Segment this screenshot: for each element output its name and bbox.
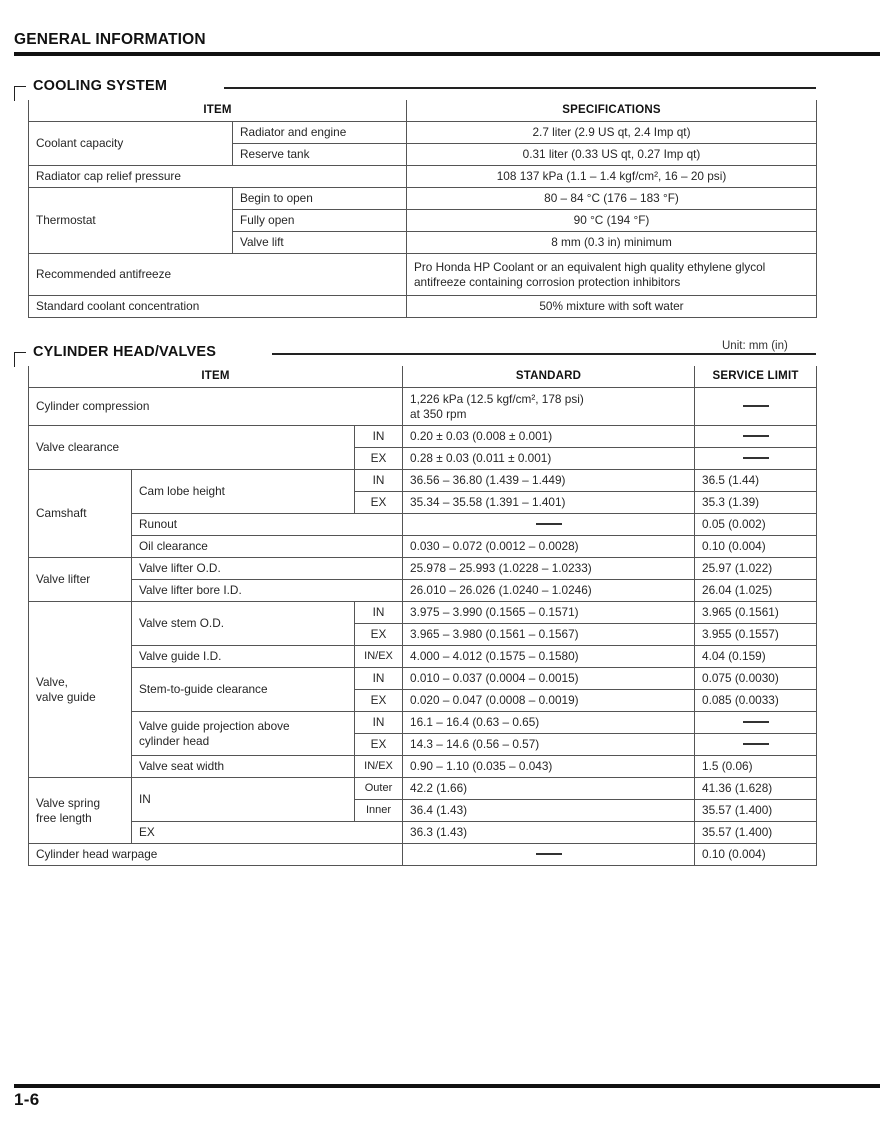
row-label-coolant-capacity: Coolant capacity xyxy=(29,122,233,166)
row-value-camshaft-oil-clearance-service-limit: 0.10 (0.004) xyxy=(695,536,817,558)
cooling-system-rule xyxy=(224,87,816,89)
unit-label: Unit: mm (in) xyxy=(722,340,788,352)
cylinder-head-section-head xyxy=(14,344,816,366)
row-sublabel-valve-clearance-ex: EX xyxy=(355,448,403,470)
row-group-valve-spring-free-length xyxy=(29,778,132,844)
row-value-valve-clearance-ex-service-limit xyxy=(695,448,817,470)
row-value-valve-lifter-bore-id-service-limit: 26.04 (1.025) xyxy=(695,580,817,602)
row-label-cylinder-compression: Cylinder compression xyxy=(29,388,403,426)
row-value-cam-lobe-in-standard: 36.56 – 36.80 (1.439 – 1.449) xyxy=(403,470,695,492)
row-sublabel-valve-lift: Valve lift xyxy=(233,232,407,254)
row-value-thermostat-valve-lift: 8 mm (0.3 in) minimum xyxy=(407,232,817,254)
table-row xyxy=(29,756,817,778)
row-value-coolant-capacity-reserve: 0.31 liter (0.33 US qt, 0.27 Imp qt) xyxy=(407,144,817,166)
row-sublabel-valve-spring-inner: Inner xyxy=(355,800,403,822)
row-value-valve-spring-in-inner-service-limit: 35.57 (1.400) xyxy=(695,800,817,822)
page-number: 1-6 xyxy=(14,1089,40,1109)
row-group-camshaft: Camshaft xyxy=(29,470,132,558)
row-sublabel-valve-stem-od-in: IN xyxy=(355,602,403,624)
row-value-valve-seat-width-service-limit: 1.5 (0.06) xyxy=(695,756,817,778)
row-value-valve-spring-in-inner-standard: 36.4 (1.43) xyxy=(403,800,695,822)
cylinder-head-valves-table xyxy=(28,366,817,866)
valve-spring-group-line1: Valve spring xyxy=(36,795,101,810)
row-label-valve-spring-in: IN xyxy=(132,778,355,822)
table-row xyxy=(29,558,817,580)
section-bracket-icon xyxy=(14,86,26,101)
row-value-valve-stem-od-in-service-limit: 3.965 (0.1561) xyxy=(695,602,817,624)
col-header-specifications: SPECIFICATIONS xyxy=(407,100,817,122)
row-value-cam-lobe-in-service-limit: 36.5 (1.44) xyxy=(695,470,817,492)
page-footer-divider xyxy=(14,1084,880,1088)
cylinder-compression-line2: at 350 rpm xyxy=(410,406,467,421)
row-sublabel-valve-spring-outer: Outer xyxy=(355,778,403,800)
row-sublabel-valve-clearance-in: IN xyxy=(355,426,403,448)
row-value-camshaft-oil-clearance-standard: 0.030 – 0.072 (0.0012 – 0.0028) xyxy=(403,536,695,558)
row-value-valve-lifter-od-service-limit: 25.97 (1.022) xyxy=(695,558,817,580)
row-label-valve-seat-width: Valve seat width xyxy=(132,756,355,778)
cooling-system-section-head xyxy=(14,78,816,100)
table-row xyxy=(29,580,817,602)
row-value-valve-guide-projection-ex-standard: 14.3 – 14.6 (0.56 – 0.57) xyxy=(403,734,695,756)
cylinder-head-valves-section xyxy=(14,344,816,866)
row-value-valve-stem-od-in-standard: 3.975 – 3.990 (0.1565 – 0.1571) xyxy=(403,602,695,624)
page-header xyxy=(14,30,880,56)
row-sublabel-fully-open: Fully open xyxy=(233,210,407,232)
row-value-camshaft-runout-service-limit: 0.05 (0.002) xyxy=(695,514,817,536)
row-sublabel-valve-guide-id-inex: IN/EX xyxy=(355,646,403,668)
row-value-valve-guide-projection-in-service-limit xyxy=(695,712,817,734)
table-row xyxy=(29,388,817,426)
row-value-stem-to-guide-in-standard: 0.010 – 0.037 (0.0004 – 0.0015) xyxy=(403,668,695,690)
em-dash-icon xyxy=(536,523,562,525)
row-sublabel-cam-lobe-ex: EX xyxy=(355,492,403,514)
row-label-valve-guide-id: Valve guide I.D. xyxy=(132,646,355,668)
row-value-coolant-capacity-radiator: 2.7 liter (2.9 US qt, 2.4 Imp qt) xyxy=(407,122,817,144)
em-dash-icon xyxy=(743,457,769,459)
row-value-recommended-antifreeze: Pro Honda HP Coolant or an equivalent high quality ethylene glycol antifreeze containing corrosion protection inhibitors xyxy=(407,254,817,296)
row-value-cylinder-compression-standard xyxy=(403,388,695,426)
cooling-system-section xyxy=(14,78,816,318)
row-group-valve-valve-guide xyxy=(29,602,132,778)
row-value-standard-coolant-concentration: 50% mixture with soft water xyxy=(407,296,817,318)
table-header-row xyxy=(29,366,817,388)
row-value-cylinder-compression-service-limit xyxy=(695,388,817,426)
table-row xyxy=(29,602,817,624)
row-value-valve-lifter-od-standard: 25.978 – 25.993 (1.0228 – 1.0233) xyxy=(403,558,695,580)
row-label-stem-to-guide-clearance: Stem-to-guide clearance xyxy=(132,668,355,712)
row-sublabel-stem-to-guide-ex: EX xyxy=(355,690,403,712)
row-label-thermostat: Thermostat xyxy=(29,188,233,254)
table-row xyxy=(29,712,817,734)
row-value-valve-spring-ex-service-limit: 35.57 (1.400) xyxy=(695,822,817,844)
row-sublabel-cam-lobe-in: IN xyxy=(355,470,403,492)
row-value-stem-to-guide-ex-standard: 0.020 – 0.047 (0.0008 – 0.0019) xyxy=(403,690,695,712)
row-sublabel-valve-guide-projection-in: IN xyxy=(355,712,403,734)
cylinder-head-valves-rule xyxy=(272,353,816,355)
row-value-thermostat-fully-open: 90 °C (194 °F) xyxy=(407,210,817,232)
row-label-valve-lifter-od: Valve lifter O.D. xyxy=(132,558,403,580)
row-value-cylinder-head-warpage-standard xyxy=(403,844,695,866)
page-header-divider xyxy=(14,52,880,56)
row-label-camshaft-runout: Runout xyxy=(132,514,403,536)
row-value-stem-to-guide-in-service-limit: 0.075 (0.0030) xyxy=(695,668,817,690)
row-label-recommended-antifreeze: Recommended antifreeze xyxy=(29,254,407,296)
table-row xyxy=(29,844,817,866)
row-label-camshaft-oil-clearance: Oil clearance xyxy=(132,536,403,558)
row-value-valve-stem-od-ex-standard: 3.965 – 3.980 (0.1561 – 0.1567) xyxy=(403,624,695,646)
em-dash-icon xyxy=(743,721,769,723)
row-label-cam-lobe-height: Cam lobe height xyxy=(132,470,355,514)
row-label-standard-coolant-concentration: Standard coolant concentration xyxy=(29,296,407,318)
table-row xyxy=(29,514,817,536)
row-value-valve-guide-id-service-limit: 4.04 (0.159) xyxy=(695,646,817,668)
em-dash-icon xyxy=(536,853,562,855)
row-value-valve-clearance-in-service-limit xyxy=(695,426,817,448)
valve-spring-group-line2: free length xyxy=(36,810,92,825)
row-value-camshaft-runout-standard xyxy=(403,514,695,536)
row-value-valve-spring-in-outer-standard: 42.2 (1.66) xyxy=(403,778,695,800)
row-label-valve-clearance: Valve clearance xyxy=(29,426,355,470)
em-dash-icon xyxy=(743,435,769,437)
valve-guide-projection-line1: Valve guide projection above xyxy=(139,718,290,733)
row-value-cam-lobe-ex-standard: 35.34 – 35.58 (1.391 – 1.401) xyxy=(403,492,695,514)
table-row xyxy=(29,166,817,188)
row-sublabel-reserve-tank: Reserve tank xyxy=(233,144,407,166)
row-value-valve-guide-id-standard: 4.000 – 4.012 (0.1575 – 0.1580) xyxy=(403,646,695,668)
valve-guide-group-line1: Valve, xyxy=(36,674,68,689)
col-header-item: ITEM xyxy=(29,366,403,388)
row-value-valve-clearance-ex-standard: 0.28 ± 0.03 (0.011 ± 0.001) xyxy=(403,448,695,470)
cooling-system-title: COOLING SYSTEM xyxy=(33,78,175,94)
table-row xyxy=(29,296,817,318)
row-sublabel-stem-to-guide-in: IN xyxy=(355,668,403,690)
page-title: GENERAL INFORMATION xyxy=(14,31,206,48)
row-label-valve-lifter-bore-id: Valve lifter bore I.D. xyxy=(132,580,403,602)
row-label-valve-stem-od: Valve stem O.D. xyxy=(132,602,355,646)
row-sublabel-valve-seat-width-inex: IN/EX xyxy=(355,756,403,778)
row-value-cam-lobe-ex-service-limit: 35.3 (1.39) xyxy=(695,492,817,514)
col-header-service-limit: SERVICE LIMIT xyxy=(695,366,817,388)
row-sublabel-valve-guide-projection-ex: EX xyxy=(355,734,403,756)
cooling-system-table xyxy=(28,100,817,318)
table-row xyxy=(29,188,817,210)
row-value-valve-seat-width-standard: 0.90 – 1.10 (0.035 – 0.043) xyxy=(403,756,695,778)
row-sublabel-radiator-and-engine: Radiator and engine xyxy=(233,122,407,144)
cylinder-compression-line1: 1,226 kPa (12.5 kgf/cm², 178 psi) xyxy=(410,391,584,406)
table-row xyxy=(29,426,817,448)
table-row xyxy=(29,822,817,844)
row-value-valve-stem-od-ex-service-limit: 3.955 (0.1557) xyxy=(695,624,817,646)
table-row xyxy=(29,646,817,668)
section-bracket-icon xyxy=(14,352,26,367)
row-value-valve-lifter-bore-id-standard: 26.010 – 26.026 (1.0240 – 1.0246) xyxy=(403,580,695,602)
row-group-valve-lifter: Valve lifter xyxy=(29,558,132,602)
row-value-valve-guide-projection-ex-service-limit xyxy=(695,734,817,756)
row-label-cylinder-head-warpage: Cylinder head warpage xyxy=(29,844,403,866)
row-label-valve-guide-projection xyxy=(132,712,355,756)
row-value-valve-guide-projection-in-standard: 16.1 – 16.4 (0.63 – 0.65) xyxy=(403,712,695,734)
valve-guide-projection-line2: cylinder head xyxy=(139,733,210,748)
row-value-thermostat-begin-to-open: 80 – 84 °C (176 – 183 °F) xyxy=(407,188,817,210)
row-value-radiator-cap-relief-pressure: 108 137 kPa (1.1 – 1.4 kgf/cm², 16 – 20 psi) xyxy=(407,166,817,188)
col-header-standard: STANDARD xyxy=(403,366,695,388)
row-sublabel-begin-to-open: Begin to open xyxy=(233,188,407,210)
table-row xyxy=(29,470,817,492)
row-value-valve-spring-ex-standard: 36.3 (1.43) xyxy=(403,822,695,844)
table-row xyxy=(29,536,817,558)
em-dash-icon xyxy=(743,405,769,407)
row-label-radiator-cap-relief-pressure: Radiator cap relief pressure xyxy=(29,166,407,188)
row-value-stem-to-guide-ex-service-limit: 0.085 (0.0033) xyxy=(695,690,817,712)
row-label-valve-spring-ex: EX xyxy=(132,822,403,844)
row-value-valve-clearance-in-standard: 0.20 ± 0.03 (0.008 ± 0.001) xyxy=(403,426,695,448)
page-footer xyxy=(14,1084,880,1110)
table-row xyxy=(29,778,817,800)
em-dash-icon xyxy=(743,743,769,745)
table-row xyxy=(29,254,817,296)
row-sublabel-valve-stem-od-ex: EX xyxy=(355,624,403,646)
row-value-valve-spring-in-outer-service-limit: 41.36 (1.628) xyxy=(695,778,817,800)
row-value-cylinder-head-warpage-service-limit: 0.10 (0.004) xyxy=(695,844,817,866)
valve-guide-group-line2: valve guide xyxy=(36,689,96,704)
table-header-row xyxy=(29,100,817,122)
table-row xyxy=(29,668,817,690)
table-row xyxy=(29,122,817,144)
cylinder-head-valves-title: CYLINDER HEAD/VALVES xyxy=(33,344,224,360)
col-header-item: ITEM xyxy=(29,100,407,122)
